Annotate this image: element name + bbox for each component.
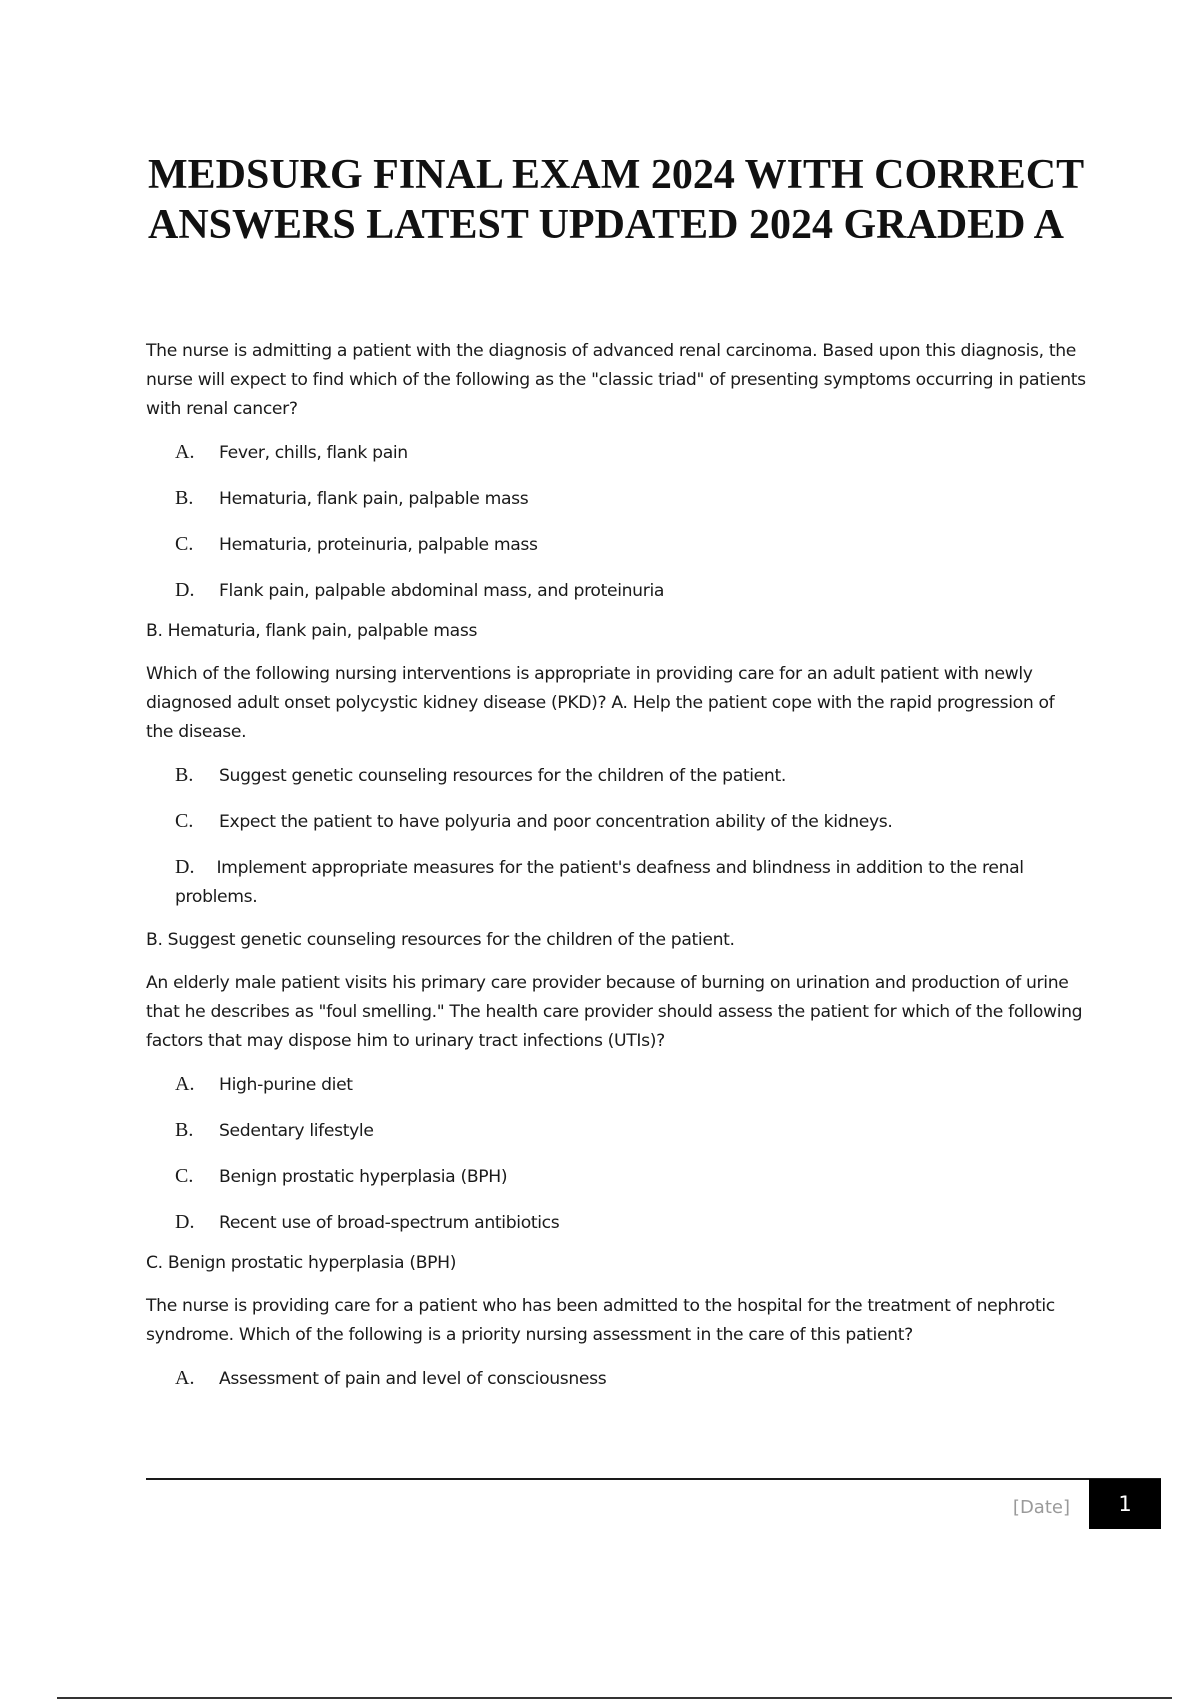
option-text: Hematuria, proteinuria, palpable mass [219, 535, 538, 555]
page-number-badge [1089, 1479, 1161, 1529]
answer-option [175, 807, 1086, 836]
option-text: Flank pain, palpable abdominal mass, and proteinuria [219, 581, 665, 601]
footer-date: [Date] [1012, 1497, 1070, 1518]
question-block [146, 337, 1086, 646]
answer-option [175, 761, 1086, 790]
option-text: Fever, chills, flank pain [219, 443, 408, 463]
option-letter: C. [175, 533, 194, 555]
option-letter: B. [175, 764, 194, 786]
answer-option [175, 576, 1086, 605]
option-text: Suggest genetic counseling resources for the children of the patient. [219, 766, 786, 786]
option-letter: A. [175, 1367, 195, 1389]
option-text: Implement appropriate measures for the patient's deafness and blindness in addition to the renal problems. [175, 858, 1024, 907]
question-text: An elderly male patient visits his primary care provider because of burning on urination and production of urine that he describes as "foul smelling." The health care provider should assess the patient for which of the following factors that may dispose him to urinary tract infections (UTIs)? [146, 973, 1083, 1051]
option-text: Recent use of broad-spectrum antibiotics [219, 1213, 560, 1233]
answer-option [175, 484, 1086, 513]
correct-answer: C. Benign prostatic hyperplasia (BPH) [146, 1253, 457, 1273]
page-bottom-edge [57, 1697, 1172, 1699]
correct-answer: B. Suggest genetic counseling resources for the children of the patient. [146, 930, 735, 950]
question-text: Which of the following nursing interventions is appropriate in providing care for an adult patient with newly diagnosed adult onset polycystic kidney disease (PKD)? A. Help the patient cope with the rapid progression of the disease. [146, 664, 1055, 742]
option-text: Expect the patient to have polyuria and poor concentration ability of the kidneys. [219, 812, 893, 832]
document-title [148, 150, 1148, 250]
option-letter: D. [175, 579, 195, 601]
option-letter: C. [175, 1165, 194, 1187]
option-text: Hematuria, flank pain, palpable mass [219, 489, 529, 509]
option-text: High-purine diet [219, 1075, 353, 1095]
question-text: The nurse is admitting a patient with the diagnosis of advanced renal carcinoma. Based upon this diagnosis, the nurse will expect to find which of the following as the "classic triad" of presenting symptoms occurring in patients with renal cancer? [146, 341, 1086, 419]
answer-option [175, 1364, 1086, 1393]
option-letter: B. [175, 487, 194, 509]
correct-answer: B. Hematuria, flank pain, palpable mass [146, 621, 478, 641]
answer-option [175, 1070, 1086, 1099]
option-letter: A. [175, 1073, 195, 1095]
answer-option [175, 530, 1086, 559]
option-text: Assessment of pain and level of consciousness [219, 1369, 607, 1389]
answer-option [175, 438, 1086, 467]
question-block [146, 969, 1086, 1278]
option-letter: A. [175, 441, 195, 463]
option-letter: D. [175, 856, 195, 878]
option-letter: D. [175, 1211, 195, 1233]
title-line-1: MEDSURG FINAL EXAM 2024 WITH CORRECT [148, 152, 1085, 198]
question-text: The nurse is providing care for a patient who has been admitted to the hospital for the treatment of nephrotic syndrome. Which of the following is a priority nursing assessment in the care of this patient? [146, 1296, 1055, 1345]
question-block [146, 1292, 1086, 1393]
page-number: 1 [1118, 1492, 1132, 1516]
option-letter: B. [175, 1119, 194, 1141]
exam-content [146, 337, 1086, 1410]
answer-option [175, 1116, 1086, 1145]
footer-divider [146, 1478, 1161, 1480]
answer-option [175, 853, 1086, 912]
option-letter: C. [175, 810, 194, 832]
option-text: Sedentary lifestyle [219, 1121, 374, 1141]
answer-option [175, 1162, 1086, 1191]
question-block [146, 660, 1086, 955]
option-text: Benign prostatic hyperplasia (BPH) [219, 1167, 508, 1187]
answer-option [175, 1208, 1086, 1237]
title-line-2: ANSWERS LATEST UPDATED 2024 GRADED A [148, 202, 1065, 248]
